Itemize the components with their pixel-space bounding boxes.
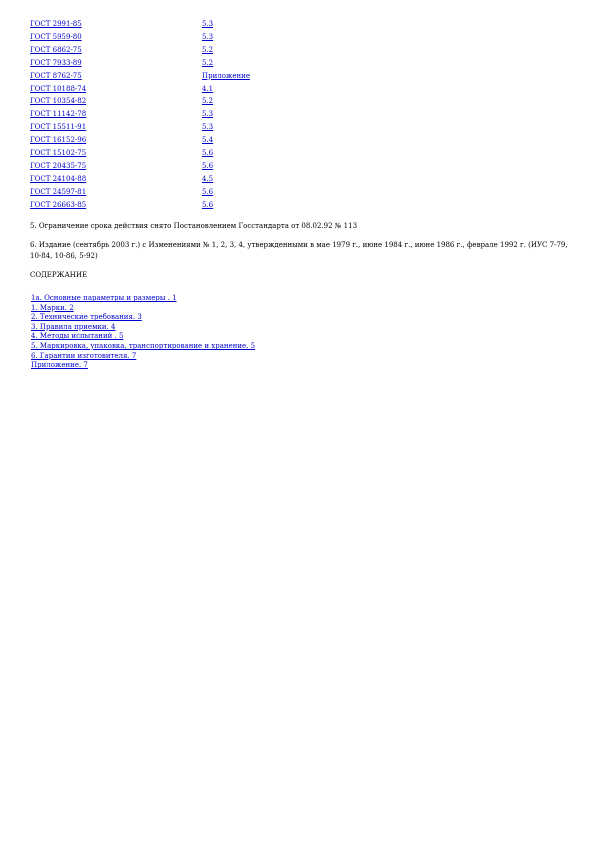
toc-item [31, 361, 255, 371]
toc-item [31, 342, 255, 352]
item-number-link[interactable]: 5.3 [202, 20, 214, 28]
table-row [30, 70, 282, 83]
item-cell [202, 70, 282, 83]
doc-cell [30, 199, 202, 212]
doc-cell [30, 121, 202, 134]
table-of-contents [31, 294, 255, 371]
item-cell [202, 18, 282, 31]
gost-doc-link[interactable]: ГОСТ 11142-78 [30, 110, 87, 119]
item-number-link[interactable]: 5.6 [202, 200, 214, 209]
table-row [30, 108, 282, 121]
doc-cell [30, 173, 202, 186]
item-number-link[interactable]: 5.3 [202, 123, 214, 132]
table-row [30, 121, 282, 134]
item-cell [202, 134, 282, 147]
gost-doc-link[interactable]: ГОСТ 24597-81 [30, 187, 87, 196]
toc-link[interactable]: 6. Гарантии изготовителя. 7 [31, 351, 137, 360]
toc-item [31, 352, 255, 362]
table-row [30, 173, 282, 186]
toc-item [31, 294, 255, 304]
doc-cell [30, 95, 202, 108]
item-number-link[interactable]: 5.6 [202, 161, 214, 170]
gost-doc-link[interactable]: ГОСТ 20435-75 [30, 161, 87, 170]
gost-doc-link[interactable]: ГОСТ 5959-80 [30, 32, 82, 41]
doc-cell [30, 83, 202, 96]
item-cell [202, 57, 282, 70]
toc-link[interactable]: 1. Марки. 2 [31, 303, 74, 312]
item-number-link[interactable]: 5.3 [202, 32, 214, 41]
item-number-link[interactable]: Приложение [202, 71, 250, 80]
item-number-link[interactable]: 5.2 [202, 97, 214, 106]
item-cell [202, 121, 282, 134]
table-row [30, 199, 282, 212]
doc-cell [30, 57, 202, 70]
table-row [30, 83, 282, 96]
doc-cell [30, 108, 202, 121]
table-row [30, 31, 282, 44]
table-row [30, 44, 282, 57]
gost-doc-link[interactable]: ГОСТ 8762-75 [30, 71, 82, 80]
item-cell [202, 173, 282, 186]
gost-doc-link[interactable]: ГОСТ 7933-89 [30, 58, 82, 67]
gost-doc-link[interactable]: ГОСТ 24104-88 [30, 174, 87, 183]
item-number-link[interactable]: 4.1 [202, 84, 214, 93]
restriction-paragraph: 5. Ограничение срока действия снято Постановлением Госстандарта от 08.02.92 № 113 [30, 222, 358, 230]
toc-item [31, 332, 255, 342]
doc-cell [30, 160, 202, 173]
gost-doc-link[interactable]: ГОСТ 10354-82 [30, 97, 87, 106]
doc-cell [30, 31, 202, 44]
item-number-link[interactable]: 5.4 [202, 136, 214, 145]
item-number-link[interactable]: 5.3 [202, 110, 214, 119]
doc-cell [30, 186, 202, 199]
gost-doc-link[interactable]: ГОСТ 15102-75 [30, 149, 87, 158]
item-cell [202, 44, 282, 57]
gost-doc-link[interactable]: ГОСТ 16152-96 [30, 136, 87, 145]
toc-link[interactable]: 2. Технические требования. 3 [31, 313, 142, 322]
item-cell [202, 95, 282, 108]
toc-link[interactable]: Приложение. 7 [31, 361, 88, 370]
item-cell [202, 83, 282, 96]
item-cell [202, 160, 282, 173]
item-number-link[interactable]: 4.5 [202, 174, 214, 183]
item-cell [202, 186, 282, 199]
table-row [30, 57, 282, 70]
toc-item [31, 323, 255, 333]
toc-link[interactable]: 3. Правила приемки. 4 [31, 322, 116, 331]
table-row [30, 147, 282, 160]
item-cell [202, 31, 282, 44]
gost-doc-link[interactable]: ГОСТ 26663-85 [30, 200, 87, 209]
table-row [30, 95, 282, 108]
item-cell [202, 147, 282, 160]
doc-cell [30, 147, 202, 160]
gost-doc-link[interactable]: ГОСТ 6862-75 [30, 45, 82, 54]
table-row [30, 18, 282, 31]
toc-link[interactable]: 1а. Основные параметры и размеры . 1 [31, 294, 177, 302]
doc-cell [30, 134, 202, 147]
item-number-link[interactable]: 5.6 [202, 149, 214, 158]
doc-cell [30, 44, 202, 57]
toc-item [31, 304, 255, 314]
table-row [30, 160, 282, 173]
item-cell [202, 108, 282, 121]
table-row [30, 186, 282, 199]
gost-doc-link[interactable]: ГОСТ 15511-91 [30, 123, 87, 132]
item-cell [202, 199, 282, 212]
item-number-link[interactable]: 5.2 [202, 45, 214, 54]
referenced-documents-body [30, 18, 282, 212]
gost-doc-link[interactable]: ГОСТ 10188-74 [30, 84, 87, 93]
toc-link[interactable]: 4. Методы испытаний . 5 [31, 332, 124, 341]
doc-cell [30, 18, 202, 31]
gost-doc-link[interactable]: ГОСТ 2991-85 [30, 20, 82, 28]
toc-title: СОДЕРЖАНИЕ [30, 271, 88, 279]
toc-link[interactable]: 5. Маркировка, упаковка, транспортирование и хранение. 5 [31, 341, 256, 350]
edition-paragraph: 6. Издание (сентябрь 2003 г.) с Изменениями № 1, 2, 3, 4, утвержденными в мае 1979 г., июне 1984 г., июне 1986 г., феврале 1992 г. (ИУС 7-79, 10-84, 10-86, 5-92) [30, 241, 568, 260]
doc-cell [30, 70, 202, 83]
toc-item [31, 313, 255, 323]
table-row [30, 134, 282, 147]
referenced-documents-table [30, 18, 282, 212]
item-number-link[interactable]: 5.6 [202, 187, 214, 196]
item-number-link[interactable]: 5.2 [202, 58, 214, 67]
